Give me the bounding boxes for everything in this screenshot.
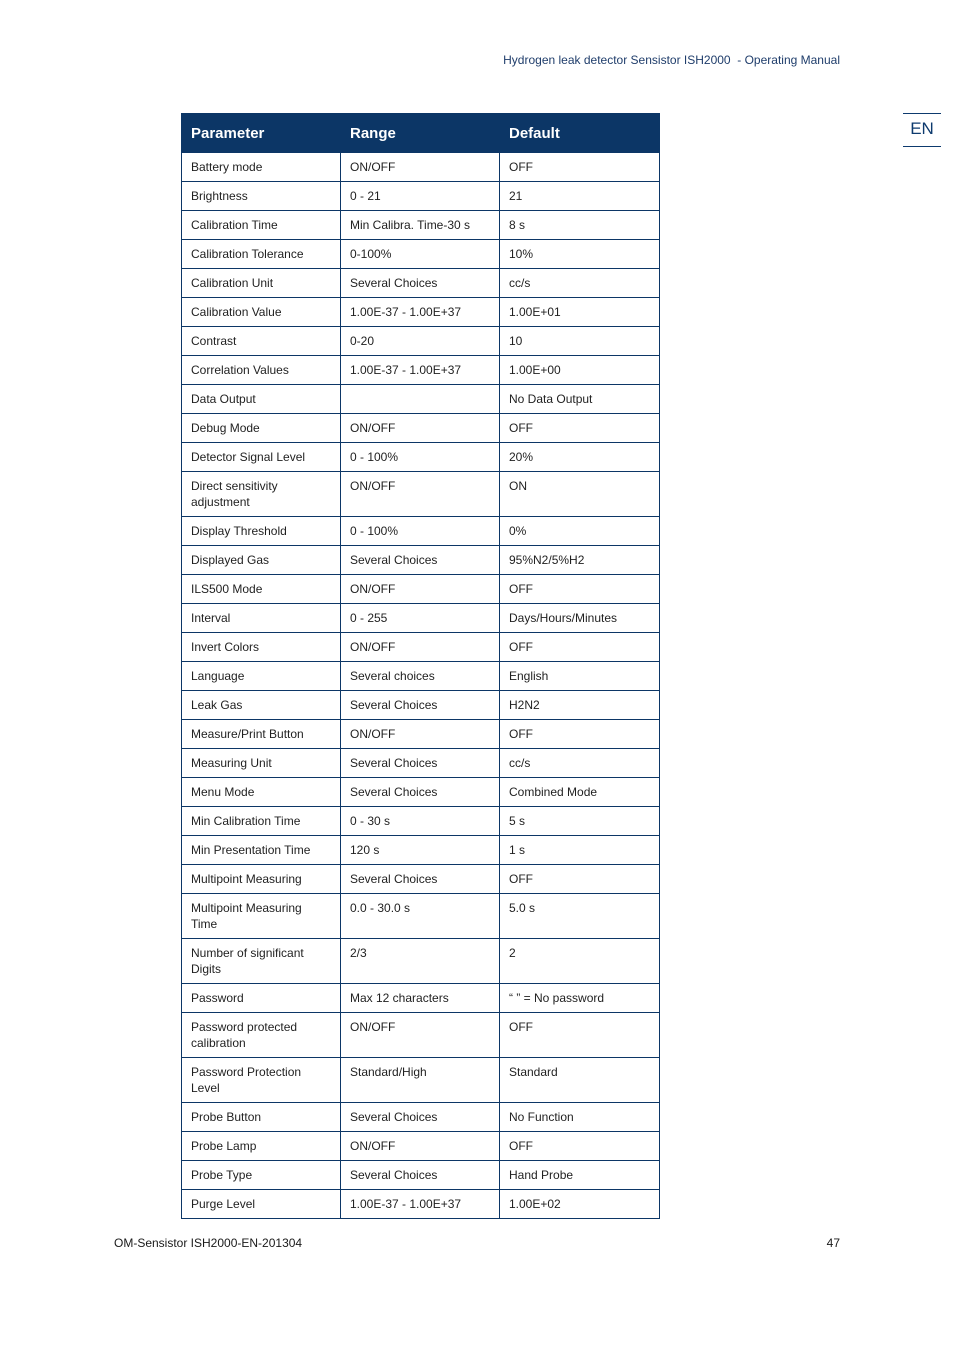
cell-parameter: Data Output (182, 385, 341, 414)
cell-parameter: Measure/Print Button (182, 720, 341, 749)
cell-range: ON/OFF (341, 1013, 500, 1058)
cell-default: Standard (500, 1058, 660, 1103)
cell-parameter: Invert Colors (182, 633, 341, 662)
cell-default: OFF (500, 153, 660, 182)
cell-default: 20% (500, 443, 660, 472)
cell-range: 1.00E-37 - 1.00E+37 (341, 298, 500, 327)
cell-range: 120 s (341, 836, 500, 865)
cell-parameter: Leak Gas (182, 691, 341, 720)
cell-default: OFF (500, 865, 660, 894)
cell-default: 8 s (500, 211, 660, 240)
cell-range: ON/OFF (341, 472, 500, 517)
cell-range: Several choices (341, 662, 500, 691)
cell-range: ON/OFF (341, 1132, 500, 1161)
table-row (182, 1013, 660, 1058)
cell-default: OFF (500, 575, 660, 604)
cell-parameter: Calibration Time (182, 211, 341, 240)
cell-parameter: Interval (182, 604, 341, 633)
cell-parameter: Multipoint Measuring Time (182, 894, 341, 939)
table-row (182, 385, 660, 414)
table-row (182, 472, 660, 517)
table-row (182, 1161, 660, 1190)
cell-range: Several Choices (341, 691, 500, 720)
table-row (182, 894, 660, 939)
cell-parameter: Purge Level (182, 1190, 341, 1219)
cell-parameter: Probe Lamp (182, 1132, 341, 1161)
cell-default: H2N2 (500, 691, 660, 720)
cell-default: 5.0 s (500, 894, 660, 939)
cell-range: 0 - 255 (341, 604, 500, 633)
cell-parameter: Number of significant Digits (182, 939, 341, 984)
table-row (182, 984, 660, 1013)
table-row (182, 778, 660, 807)
cell-default: English (500, 662, 660, 691)
table-row (182, 443, 660, 472)
cell-default: 95%N2/5%H2 (500, 546, 660, 575)
document-id: OM-Sensistor ISH2000-EN-201304 (114, 1236, 303, 1250)
cell-parameter: Calibration Value (182, 298, 341, 327)
table-row (182, 327, 660, 356)
cell-parameter: Password Protection Level (182, 1058, 341, 1103)
cell-range: 0.0 - 30.0 s (341, 894, 500, 939)
table-header-row (182, 114, 660, 153)
table-row (182, 153, 660, 182)
table-row (182, 240, 660, 269)
cell-parameter: Contrast (182, 327, 341, 356)
running-header: Hydrogen leak detector Sensistor ISH2000 - Operating Manual (503, 53, 840, 67)
cell-range: 2/3 (341, 939, 500, 984)
cell-range: 0 - 100% (341, 517, 500, 546)
cell-parameter: Min Calibration Time (182, 807, 341, 836)
cell-default: 1.00E+00 (500, 356, 660, 385)
cell-range: Standard/High (341, 1058, 500, 1103)
table-row (182, 807, 660, 836)
cell-default: OFF (500, 414, 660, 443)
cell-range: 0-20 (341, 327, 500, 356)
cell-default: cc/s (500, 269, 660, 298)
cell-default: No Data Output (500, 385, 660, 414)
cell-default: OFF (500, 720, 660, 749)
cell-parameter: Language (182, 662, 341, 691)
cell-parameter: Min Presentation Time (182, 836, 341, 865)
cell-default: 10% (500, 240, 660, 269)
cell-parameter: Multipoint Measuring (182, 865, 341, 894)
table-row (182, 356, 660, 385)
page-number: 47 (826, 1236, 840, 1250)
cell-range: Several Choices (341, 269, 500, 298)
cell-default: OFF (500, 633, 660, 662)
cell-range: Min Calibra. Time-30 s (341, 211, 500, 240)
cell-range: Several Choices (341, 865, 500, 894)
cell-parameter: Displayed Gas (182, 546, 341, 575)
cell-range: ON/OFF (341, 575, 500, 604)
table-row (182, 865, 660, 894)
table-row (182, 182, 660, 211)
table-row (182, 575, 660, 604)
cell-range: 0 - 100% (341, 443, 500, 472)
table-row (182, 1132, 660, 1161)
cell-parameter: Battery mode (182, 153, 341, 182)
cell-default: Days/Hours/Minutes (500, 604, 660, 633)
language-tab: EN (903, 113, 941, 147)
cell-default: No Function (500, 1103, 660, 1132)
table-row (182, 749, 660, 778)
table-row (182, 269, 660, 298)
cell-range: Several Choices (341, 1161, 500, 1190)
table-body (182, 153, 660, 1219)
cell-parameter: Probe Type (182, 1161, 341, 1190)
table-row (182, 633, 660, 662)
table-row (182, 1058, 660, 1103)
cell-range: Several Choices (341, 749, 500, 778)
parameter-table (181, 113, 660, 1219)
cell-parameter: Password (182, 984, 341, 1013)
cell-range: ON/OFF (341, 633, 500, 662)
table-row (182, 662, 660, 691)
cell-default: cc/s (500, 749, 660, 778)
cell-parameter: Direct sensitivity adjustment (182, 472, 341, 517)
cell-default: Hand Probe (500, 1161, 660, 1190)
cell-default: ON (500, 472, 660, 517)
table-row (182, 546, 660, 575)
table-row (182, 1103, 660, 1132)
cell-default: 1.00E+01 (500, 298, 660, 327)
cell-default: Combined Mode (500, 778, 660, 807)
table-row (182, 298, 660, 327)
cell-range: 1.00E-37 - 1.00E+37 (341, 1190, 500, 1219)
cell-parameter: Password protected calibration (182, 1013, 341, 1058)
cell-parameter: Probe Button (182, 1103, 341, 1132)
cell-default: 10 (500, 327, 660, 356)
cell-parameter: ILS500 Mode (182, 575, 341, 604)
cell-default: OFF (500, 1013, 660, 1058)
cell-range: 1.00E-37 - 1.00E+37 (341, 356, 500, 385)
cell-range: Several Choices (341, 778, 500, 807)
table-row (182, 1190, 660, 1219)
column-header-parameter: Parameter (182, 114, 341, 153)
table-row (182, 211, 660, 240)
table-row (182, 836, 660, 865)
cell-range: Several Choices (341, 1103, 500, 1132)
cell-default: 2 (500, 939, 660, 984)
cell-range: 0-100% (341, 240, 500, 269)
column-header-range: Range (341, 114, 500, 153)
cell-parameter: Display Threshold (182, 517, 341, 546)
table-row (182, 517, 660, 546)
cell-parameter: Menu Mode (182, 778, 341, 807)
cell-default: 1.00E+02 (500, 1190, 660, 1219)
table-row (182, 604, 660, 633)
table-row (182, 939, 660, 984)
cell-default: “ ” = No password (500, 984, 660, 1013)
table-row (182, 691, 660, 720)
table-row (182, 720, 660, 749)
cell-range: ON/OFF (341, 414, 500, 443)
cell-parameter: Brightness (182, 182, 341, 211)
cell-range: ON/OFF (341, 720, 500, 749)
cell-default: OFF (500, 1132, 660, 1161)
column-header-default: Default (500, 114, 660, 153)
cell-range (341, 385, 500, 414)
cell-parameter: Calibration Unit (182, 269, 341, 298)
cell-parameter: Calibration Tolerance (182, 240, 341, 269)
cell-parameter: Debug Mode (182, 414, 341, 443)
cell-parameter: Measuring Unit (182, 749, 341, 778)
cell-default: 5 s (500, 807, 660, 836)
cell-range: ON/OFF (341, 153, 500, 182)
cell-parameter: Correlation Values (182, 356, 341, 385)
cell-range: 0 - 30 s (341, 807, 500, 836)
cell-range: Several Choices (341, 546, 500, 575)
cell-default: 21 (500, 182, 660, 211)
cell-default: 1 s (500, 836, 660, 865)
cell-default: 0% (500, 517, 660, 546)
cell-range: 0 - 21 (341, 182, 500, 211)
cell-parameter: Detector Signal Level (182, 443, 341, 472)
cell-range: Max 12 characters (341, 984, 500, 1013)
table-row (182, 414, 660, 443)
